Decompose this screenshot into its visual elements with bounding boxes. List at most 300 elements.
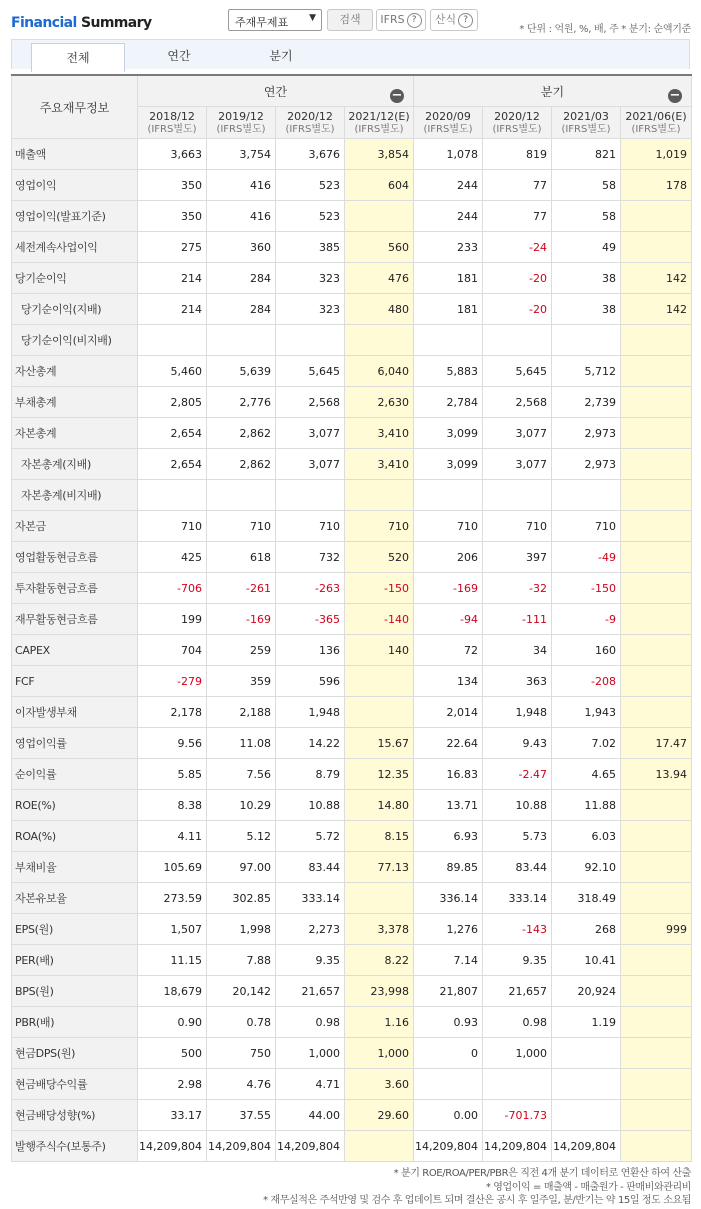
table-row xyxy=(12,976,692,1007)
table-cell: 14,209,804 xyxy=(483,1131,552,1162)
table-cell: 5,639 xyxy=(207,356,276,387)
tab-annual[interactable]: 연간 xyxy=(167,49,191,63)
table-cell xyxy=(483,325,552,356)
table-cell: 520 xyxy=(345,542,414,573)
table-row xyxy=(12,666,692,697)
row-label: BPS(원) xyxy=(12,976,138,1007)
table-cell xyxy=(345,325,414,356)
table-cell xyxy=(552,1100,621,1131)
table-cell: -94 xyxy=(414,604,483,635)
period-label: 2020/09 xyxy=(425,109,471,123)
table-cell: 360 xyxy=(207,232,276,263)
table-cell: 618 xyxy=(207,542,276,573)
chevron-down-icon: ▼ xyxy=(309,13,316,23)
table-row xyxy=(12,263,692,294)
table-cell: 10.88 xyxy=(276,790,345,821)
period-label: 2018/12 xyxy=(149,109,195,123)
table-cell: 1,276 xyxy=(414,914,483,945)
table-cell: 38 xyxy=(552,294,621,325)
table-cell xyxy=(621,852,692,883)
table-cell xyxy=(621,387,692,418)
table-cell xyxy=(621,201,692,232)
table-cell: 4.11 xyxy=(138,821,207,852)
footnote: * 재무실적은 주석반영 및 검수 후 업데이트 되며 결산은 공시 후 일주일, 분/반기는 약 15일 정도 소요됨 xyxy=(263,1195,691,1206)
table-cell: 181 xyxy=(414,294,483,325)
table-cell: 2,739 xyxy=(552,387,621,418)
table-row xyxy=(12,790,692,821)
table-cell: 7.02 xyxy=(552,728,621,759)
table-cell: 14,209,804 xyxy=(207,1131,276,1162)
table-cell xyxy=(552,480,621,511)
table-row xyxy=(12,1100,692,1131)
table-cell: 710 xyxy=(345,511,414,542)
table-cell: 13.94 xyxy=(621,759,692,790)
table-cell: 14.22 xyxy=(276,728,345,759)
period-header xyxy=(552,107,621,139)
table-cell: 2,805 xyxy=(138,387,207,418)
footnote: * 분기 ROE/ROA/PER/PBR은 직전 4개 분기 데이터로 연환산 하여 산출 xyxy=(393,1168,691,1179)
table-cell: 1,948 xyxy=(483,697,552,728)
table-row xyxy=(12,325,692,356)
table-cell: 8.22 xyxy=(345,945,414,976)
table-cell: 77 xyxy=(483,170,552,201)
table-row xyxy=(12,542,692,573)
table-row xyxy=(12,1007,692,1038)
table-cell: 8.15 xyxy=(345,821,414,852)
table-cell: 0.98 xyxy=(483,1007,552,1038)
basis-label: (IFRS별도) xyxy=(216,123,266,135)
table-cell: 1,078 xyxy=(414,139,483,170)
table-cell: 476 xyxy=(345,263,414,294)
table-cell: 83.44 xyxy=(483,852,552,883)
table-cell: 97.00 xyxy=(207,852,276,883)
table-cell: 3,410 xyxy=(345,418,414,449)
title-summary: Summary xyxy=(80,15,152,31)
table-row xyxy=(12,635,692,666)
row-label: 당기순이익(비지배) xyxy=(12,325,138,356)
table-cell: 2,568 xyxy=(483,387,552,418)
group-quarter-label: 분기 xyxy=(540,84,565,99)
table-cell: -706 xyxy=(138,573,207,604)
table-cell: 14,209,804 xyxy=(138,1131,207,1162)
row-label: 순이익률 xyxy=(12,759,138,790)
period-label: 2019/12 xyxy=(218,109,264,123)
table-row xyxy=(12,883,692,914)
formula-label: 산식 xyxy=(434,13,457,26)
title-financial: Financial xyxy=(11,15,77,31)
table-cell: -143 xyxy=(483,914,552,945)
table-cell: 233 xyxy=(414,232,483,263)
table-cell: 3,077 xyxy=(276,418,345,449)
row-label: EPS(원) xyxy=(12,914,138,945)
question-icon: ? xyxy=(407,13,422,28)
table-cell: 523 xyxy=(276,201,345,232)
table-cell: 9.56 xyxy=(138,728,207,759)
table-cell: -2.47 xyxy=(483,759,552,790)
row-label: 부채총계 xyxy=(12,387,138,418)
footnote: * 영업이익 = 매출액 - 매출원가 - 판매비와관리비 xyxy=(485,1181,691,1193)
table-cell: 244 xyxy=(414,201,483,232)
table-cell: 160 xyxy=(552,635,621,666)
period-label: 2021/03 xyxy=(563,109,609,123)
table-cell: 7.88 xyxy=(207,945,276,976)
table-cell: 336.14 xyxy=(414,883,483,914)
table-cell: 34 xyxy=(483,635,552,666)
table-cell: 5.72 xyxy=(276,821,345,852)
table-cell: 136 xyxy=(276,635,345,666)
table-cell: -208 xyxy=(552,666,621,697)
table-cell: 3,754 xyxy=(207,139,276,170)
table-cell: 18,679 xyxy=(138,976,207,1007)
table-cell xyxy=(207,480,276,511)
table-cell: -263 xyxy=(276,573,345,604)
table-cell: 29.60 xyxy=(345,1100,414,1131)
table-cell: 732 xyxy=(276,542,345,573)
ifrs-label: IFRS xyxy=(380,13,405,26)
table-cell: 8.38 xyxy=(138,790,207,821)
table-cell: 999 xyxy=(621,914,692,945)
table-cell: 704 xyxy=(138,635,207,666)
row-label: 자본총계(지배) xyxy=(12,449,138,480)
table-cell xyxy=(621,976,692,1007)
table-cell: -32 xyxy=(483,573,552,604)
table-cell xyxy=(414,480,483,511)
table-row xyxy=(12,728,692,759)
row-label: ROE(%) xyxy=(12,790,138,821)
table-cell: 302.85 xyxy=(207,883,276,914)
table-cell: 199 xyxy=(138,604,207,635)
table-cell: -169 xyxy=(414,573,483,604)
table-cell: 83.44 xyxy=(276,852,345,883)
table-cell xyxy=(414,325,483,356)
table-cell: 3,077 xyxy=(483,449,552,480)
table-cell: 5,712 xyxy=(552,356,621,387)
table-cell xyxy=(345,201,414,232)
row-label: ROA(%) xyxy=(12,821,138,852)
row-label: 세전계속사업이익 xyxy=(12,232,138,263)
basis-label: (IFRS별도) xyxy=(423,123,473,135)
basis-label: (IFRS별도) xyxy=(631,123,681,135)
table-cell: 9.35 xyxy=(276,945,345,976)
table-cell: 13.71 xyxy=(414,790,483,821)
table-cell: 1,948 xyxy=(276,697,345,728)
table-cell xyxy=(621,635,692,666)
table-cell xyxy=(345,666,414,697)
statement-type-select[interactable] xyxy=(228,9,322,31)
row-label: 영업이익 xyxy=(12,170,138,201)
select-value: 주재무제표 xyxy=(235,16,289,29)
table-cell: 10.88 xyxy=(483,790,552,821)
search-button-label: 검색 xyxy=(339,13,361,26)
table-cell: 2,776 xyxy=(207,387,276,418)
table-cell: -279 xyxy=(138,666,207,697)
basis-label: (IFRS별도) xyxy=(147,123,197,135)
table-cell: -140 xyxy=(345,604,414,635)
table-cell xyxy=(621,604,692,635)
table-cell: 3,854 xyxy=(345,139,414,170)
table-cell: 596 xyxy=(276,666,345,697)
period-header xyxy=(138,107,207,139)
unit-note: * 단위 : 억원, %, 배, 주 * 분기: 순액기준 xyxy=(519,24,691,35)
table-row xyxy=(12,418,692,449)
table-cell xyxy=(552,1038,621,1069)
table-cell: -49 xyxy=(552,542,621,573)
table-cell: 9.43 xyxy=(483,728,552,759)
table-cell xyxy=(621,790,692,821)
table-cell: 22.64 xyxy=(414,728,483,759)
table-cell: 14.80 xyxy=(345,790,414,821)
table-cell: 416 xyxy=(207,170,276,201)
formula-help-button[interactable] xyxy=(430,9,478,31)
period-label: 2020/12 xyxy=(494,109,540,123)
group-annual-label: 연간 xyxy=(263,84,288,99)
table-cell: 21,807 xyxy=(414,976,483,1007)
table-cell: 2,568 xyxy=(276,387,345,418)
table-row xyxy=(12,945,692,976)
table-cell: 385 xyxy=(276,232,345,263)
table-cell: 350 xyxy=(138,170,207,201)
row-label: 매출액 xyxy=(12,139,138,170)
table-cell: 77.13 xyxy=(345,852,414,883)
table-cell: 3,663 xyxy=(138,139,207,170)
row-label: 투자활동현금흐름 xyxy=(12,573,138,604)
table-cell xyxy=(621,356,692,387)
table-cell: 0.98 xyxy=(276,1007,345,1038)
period-label: 2021/12(E) xyxy=(348,109,410,123)
table-cell: 58 xyxy=(552,170,621,201)
period-header xyxy=(276,107,345,139)
table-cell: 359 xyxy=(207,666,276,697)
row-label: 현금배당수익률 xyxy=(12,1069,138,1100)
table-cell: 1,000 xyxy=(345,1038,414,1069)
table-cell: 4.76 xyxy=(207,1069,276,1100)
table-cell xyxy=(483,480,552,511)
collapse-quarter-icon[interactable]: − xyxy=(669,88,681,103)
table-cell xyxy=(138,480,207,511)
table-cell: 5.12 xyxy=(207,821,276,852)
table-cell: 89.85 xyxy=(414,852,483,883)
tab-quarter[interactable]: 분기 xyxy=(269,49,293,63)
table-cell: 3,099 xyxy=(414,418,483,449)
table-row xyxy=(12,449,692,480)
table-cell: 14,209,804 xyxy=(552,1131,621,1162)
table-cell: 77 xyxy=(483,201,552,232)
table-cell xyxy=(621,449,692,480)
table-cell: 11.08 xyxy=(207,728,276,759)
table-cell: 259 xyxy=(207,635,276,666)
table-cell: 3,099 xyxy=(414,449,483,480)
table-cell: -365 xyxy=(276,604,345,635)
table-cell: 273.59 xyxy=(138,883,207,914)
tab-all[interactable]: 전체 xyxy=(31,43,125,72)
table-cell: 333.14 xyxy=(483,883,552,914)
table-cell: 5.85 xyxy=(138,759,207,790)
period-header xyxy=(345,107,414,139)
table-cell: 2,654 xyxy=(138,418,207,449)
row-label: 당기순이익 xyxy=(12,263,138,294)
table-cell xyxy=(621,697,692,728)
table-cell: 5,645 xyxy=(276,356,345,387)
table-cell: 710 xyxy=(414,511,483,542)
row-label: 발행주식수(보통주) xyxy=(12,1131,138,1162)
table-cell: 21,657 xyxy=(276,976,345,1007)
table-row xyxy=(12,604,692,635)
ifrs-help-button[interactable] xyxy=(376,9,426,31)
table-cell: 284 xyxy=(207,263,276,294)
table-cell: 323 xyxy=(276,294,345,325)
table-cell: 1,507 xyxy=(138,914,207,945)
table-row xyxy=(12,914,692,945)
question-icon: ? xyxy=(458,13,473,28)
table-cell xyxy=(621,325,692,356)
period-label: 2021/06(E) xyxy=(625,109,687,123)
table-cell: 1.19 xyxy=(552,1007,621,1038)
table-cell: 480 xyxy=(345,294,414,325)
table-cell: 0 xyxy=(414,1038,483,1069)
table-row xyxy=(12,387,692,418)
table-cell: 11.15 xyxy=(138,945,207,976)
row-label: CAPEX xyxy=(12,635,138,666)
table-row xyxy=(12,852,692,883)
table-cell: 72 xyxy=(414,635,483,666)
table-cell: 2,188 xyxy=(207,697,276,728)
table-cell xyxy=(621,945,692,976)
row-label: 부채비율 xyxy=(12,852,138,883)
row-label: 재무활동현금흐름 xyxy=(12,604,138,635)
table-cell: 3,077 xyxy=(276,449,345,480)
table-cell: 21,657 xyxy=(483,976,552,1007)
period-tabs xyxy=(11,39,690,69)
table-cell xyxy=(621,1131,692,1162)
table-cell xyxy=(345,1131,414,1162)
table-cell: 142 xyxy=(621,263,692,294)
row-label: 당기순이익(지배) xyxy=(12,294,138,325)
table-cell: -24 xyxy=(483,232,552,263)
table-cell: -261 xyxy=(207,573,276,604)
table-cell xyxy=(207,325,276,356)
table-cell: 710 xyxy=(207,511,276,542)
table-cell: 15.67 xyxy=(345,728,414,759)
toolbar xyxy=(0,0,701,40)
basis-label: (IFRS별도) xyxy=(285,123,335,135)
table-row xyxy=(12,232,692,263)
table-cell: 1,000 xyxy=(483,1038,552,1069)
table-cell: 750 xyxy=(207,1038,276,1069)
table-cell: 16.83 xyxy=(414,759,483,790)
table-cell xyxy=(414,1069,483,1100)
search-button[interactable] xyxy=(327,9,373,31)
table-cell: -20 xyxy=(483,294,552,325)
table-cell: 5,883 xyxy=(414,356,483,387)
table-cell: 33.17 xyxy=(138,1100,207,1131)
table-cell: -111 xyxy=(483,604,552,635)
table-cell: -9 xyxy=(552,604,621,635)
table-cell: 0.78 xyxy=(207,1007,276,1038)
table-row xyxy=(12,170,692,201)
table-cell: 710 xyxy=(138,511,207,542)
table-cell: 350 xyxy=(138,201,207,232)
period-header xyxy=(207,107,276,139)
table-cell: 2,973 xyxy=(552,449,621,480)
table-cell: 142 xyxy=(621,294,692,325)
table-cell: 425 xyxy=(138,542,207,573)
table-cell xyxy=(621,666,692,697)
table-cell: 318.49 xyxy=(552,883,621,914)
table-cell xyxy=(552,325,621,356)
table-cell: 3,077 xyxy=(483,418,552,449)
table-cell: 2,273 xyxy=(276,914,345,945)
table-row xyxy=(12,294,692,325)
table-cell xyxy=(345,480,414,511)
table-cell: 7.14 xyxy=(414,945,483,976)
table-row xyxy=(12,356,692,387)
table-cell: 710 xyxy=(483,511,552,542)
table-cell: 397 xyxy=(483,542,552,573)
table-row xyxy=(12,759,692,790)
table-cell: 333.14 xyxy=(276,883,345,914)
table-row xyxy=(12,511,692,542)
table-cell: 92.10 xyxy=(552,852,621,883)
table-cell xyxy=(621,573,692,604)
table-cell: 5,645 xyxy=(483,356,552,387)
table-cell xyxy=(621,1069,692,1100)
table-cell: 14,209,804 xyxy=(276,1131,345,1162)
table-cell: 20,924 xyxy=(552,976,621,1007)
table-cell: 2,784 xyxy=(414,387,483,418)
row-label: FCF xyxy=(12,666,138,697)
table-cell xyxy=(276,325,345,356)
table-cell xyxy=(621,542,692,573)
table-cell: 2,630 xyxy=(345,387,414,418)
table-cell: 284 xyxy=(207,294,276,325)
table-cell: 523 xyxy=(276,170,345,201)
row-label: 영업이익(발표기준) xyxy=(12,201,138,232)
table-row xyxy=(12,201,692,232)
table-cell xyxy=(138,325,207,356)
row-label: 영업활동현금흐름 xyxy=(12,542,138,573)
table-cell: 49 xyxy=(552,232,621,263)
period-header xyxy=(414,107,483,139)
table-cell: 11.88 xyxy=(552,790,621,821)
table-cell: 268 xyxy=(552,914,621,945)
table-row xyxy=(12,139,692,170)
table-cell: 4.71 xyxy=(276,1069,345,1100)
page-title xyxy=(11,15,151,31)
table-cell: 8.79 xyxy=(276,759,345,790)
collapse-annual-icon[interactable]: − xyxy=(391,88,403,103)
table-cell: 6.03 xyxy=(552,821,621,852)
table-cell: 363 xyxy=(483,666,552,697)
table-cell: 244 xyxy=(414,170,483,201)
table-cell: 20,142 xyxy=(207,976,276,1007)
footnotes xyxy=(263,1167,691,1208)
table-cell: 1.16 xyxy=(345,1007,414,1038)
table-cell: 206 xyxy=(414,542,483,573)
row-label: 자본총계(비지배) xyxy=(12,480,138,511)
table-cell: 2,014 xyxy=(414,697,483,728)
period-label: 2020/12 xyxy=(287,109,333,123)
table-cell: 12.35 xyxy=(345,759,414,790)
table-cell: 7.56 xyxy=(207,759,276,790)
table-cell: 140 xyxy=(345,635,414,666)
table-cell: 38 xyxy=(552,263,621,294)
table-cell: 1,019 xyxy=(621,139,692,170)
basis-label: (IFRS별도) xyxy=(492,123,542,135)
table-cell: 323 xyxy=(276,263,345,294)
table-cell xyxy=(621,418,692,449)
table-row xyxy=(12,573,692,604)
table-cell: 214 xyxy=(138,263,207,294)
